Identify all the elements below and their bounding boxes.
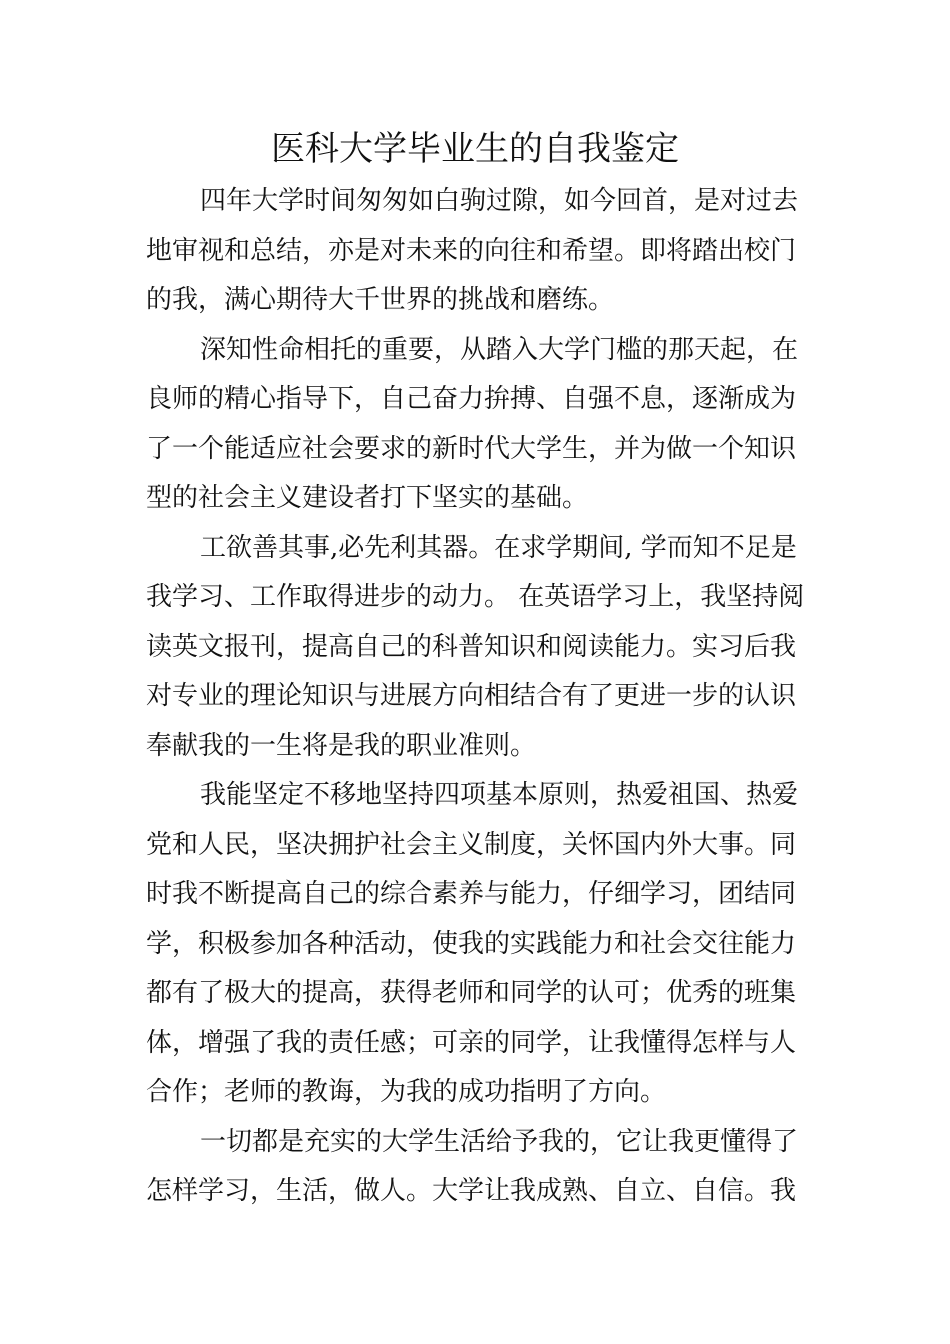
paragraph-5 <box>146 1118 808 1217</box>
paragraph-line: 型的社会主义建设者打下坚实的基础。 <box>146 483 589 513</box>
paragraph-line: 时我不断提高自己的综合素养与能力，仔细学习，团结同 <box>146 879 797 909</box>
paragraph-line: 对专业的理论知识与进展方向相结合有了更进一步的认识 <box>146 681 797 711</box>
document-body <box>146 177 808 1217</box>
paragraph-line: 怎样学习，生活，做人。大学让我成熟、自立、自信。我 <box>146 1176 797 1206</box>
paragraph-line: 良师的精心指导下，自己奋力拚搏、自强不息，逐渐成为 <box>146 384 797 414</box>
paragraph-line: 一切都是充实的大学生活给予我的，它让我更懂得了 <box>200 1126 799 1157</box>
paragraph-line: 党和人民，坚决拥护社会主义制度，关怀国内外大事。同 <box>146 829 797 860</box>
paragraph-line: 读英文报刊，提高自己的科普知识和阅读能力。实习后我 <box>146 631 797 662</box>
paragraph-line: 了一个能适应社会要求的新时代大学生，并为做一个知识 <box>146 433 797 464</box>
paragraph-line: 深知性命相托的重要，从踏入大学门槛的那天起，在 <box>200 334 799 365</box>
paragraph-line: 地审视和总结，亦是对未来的向往和希望。即将踏出校门 <box>146 235 797 266</box>
paragraph-line: 都有了极大的提高，获得老师和同学的认可；优秀的班集 <box>146 978 797 1008</box>
paragraph-3 <box>146 524 808 772</box>
paragraph-1 <box>146 177 808 326</box>
paragraph-line: 我能坚定不移地坚持四项基本原则，热爱祖国、热爱 <box>200 780 799 810</box>
document-title: 医科大学毕业生的自我鉴定 <box>271 129 679 169</box>
paragraph-line: 合作；老师的教诲，为我的成功指明了方向。 <box>146 1077 667 1107</box>
paragraph-line: 工欲善其事,必先利其器。在求学期间, 学而知不足是 <box>200 532 797 563</box>
paragraph-line: 的我，满心期待大千世界的挑战和磨练。 <box>146 285 615 315</box>
paragraph-line: 体，增强了我的责任感；可亲的同学，让我懂得怎样与人 <box>146 1027 797 1058</box>
paragraph-line: 四年大学时间匆匆如白驹过隙，如今回首，是对过去 <box>200 186 799 216</box>
paragraph-2 <box>146 326 808 524</box>
paragraph-line: 学，积极参加各种活动，使我的实践能力和社会交往能力 <box>146 928 797 959</box>
paragraph-line: 我学习、工作取得进步的动力。 在英语学习上，我坚持阅 <box>146 582 805 612</box>
paragraph-4 <box>146 771 808 1118</box>
paragraph-line: 奉献我的一生将是我的职业准则。 <box>146 730 537 761</box>
